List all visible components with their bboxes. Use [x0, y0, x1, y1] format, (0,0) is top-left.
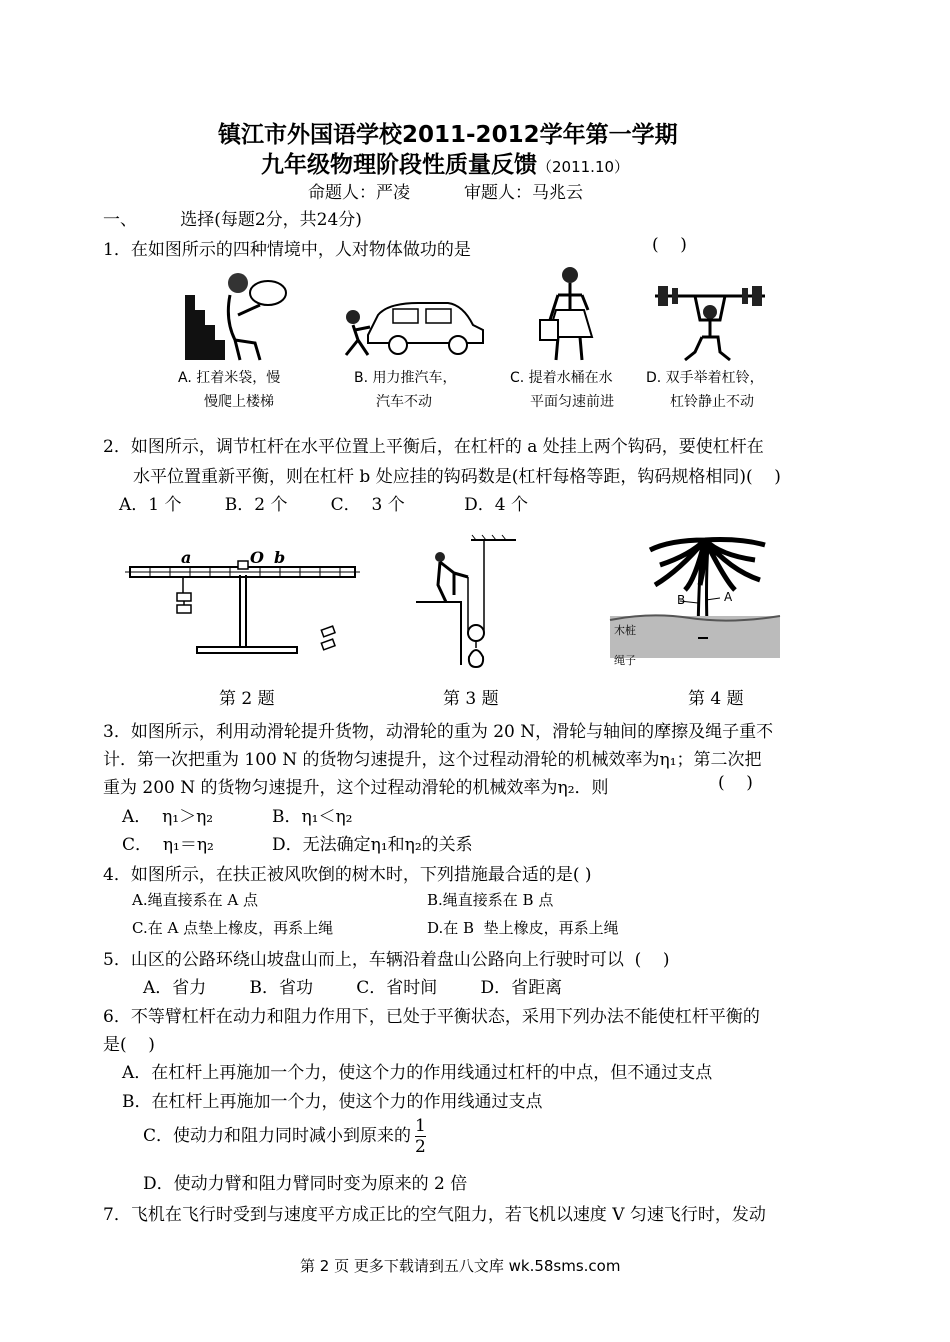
q4-option-b: B.绳直接系在 B 点	[427, 891, 554, 909]
q1-caption-a-line2: 慢爬上楼梯	[204, 394, 274, 410]
q4-option-a: A.绳直接系在 A 点	[132, 891, 258, 909]
figure-lever	[125, 545, 365, 665]
q1-figure-c-bucket	[528, 265, 608, 365]
lever-label-o: O	[250, 548, 264, 567]
q6-option-c	[143, 1116, 426, 1157]
tree-label-stake: 木桩	[614, 624, 636, 637]
subtitle-date: （2011.10）	[537, 158, 630, 176]
q1-caption-d-line1: D. 双手举着杠铃，	[646, 370, 764, 386]
q2-options: A．1 个 B．2 个 C． 3 个 D．4 个	[119, 495, 528, 515]
page-footer: 第 2 页 更多下载请到五八文库 wk.58sms.com	[300, 1257, 621, 1275]
q6-option-b: B．在杠杆上再施加一个力，使这个力的作用线通过支点	[122, 1092, 543, 1112]
q4-option-d: D.在 B 垫上橡皮，再系上绳	[427, 919, 619, 937]
figure-caption-2: 第 2 题	[219, 689, 275, 709]
tree-label-a: A	[724, 590, 733, 604]
q3-line2: 计．第一次把重为 100 N 的货物匀速提升，这个过程动滑轮的机械效率为η₁；第二次把	[103, 750, 762, 770]
q7-line1: 7．飞机在飞行时受到与速度平方成正比的空气阻力，若飞机以速度 V 匀速飞行时，发动	[103, 1205, 766, 1225]
figure-pulley	[416, 535, 516, 670]
figure-caption-4: 第 4 题	[688, 689, 744, 709]
q3-option-a: A． η₁＞η₂	[122, 807, 214, 827]
q3-answer-blank: ( )	[718, 773, 753, 793]
q1-figure-b-car	[338, 295, 488, 360]
q3-option-b: B．η₁＜η₂	[272, 807, 353, 827]
q1-caption-a-line1: A. 扛着米袋，慢	[178, 370, 281, 386]
q5-options: A．省力 B．省功 C．省时间 D．省距离	[143, 978, 563, 998]
q6-option-d: D．使动力臂和阻力臂同时变为原来的 2 倍	[143, 1174, 468, 1194]
q1-caption-b-line1: B. 用力推汽车，	[354, 370, 457, 386]
q1-stem: 1．在如图所示的四种情境中，人对物体做功的是	[103, 240, 471, 260]
q4-option-c: C.在 A 点垫上橡皮，再系上绳	[132, 919, 334, 937]
fraction-numerator: 1	[415, 1116, 426, 1136]
fraction-denominator: 2	[415, 1137, 426, 1157]
tree-label-rope: 绳子	[614, 654, 636, 667]
authors-line: 命题人：严凌 审题人：马兆云	[308, 183, 584, 203]
page-subtitle	[261, 146, 629, 179]
q1-caption-d-line2: 杠铃静止不动	[670, 394, 754, 410]
q2-line2: 水平位置重新平衡，则在杠杆 b 处应挂的钩码数是(杠杆每格等距，钩码规格相同)( )	[133, 467, 781, 487]
subtitle-text: 九年级物理阶段性质量反馈	[261, 152, 537, 178]
q6-option-a: A．在杠杆上再施加一个力，使这个力的作用线通过杠杆的中点，但不通过支点	[122, 1063, 713, 1083]
lever-label-a: a	[181, 548, 192, 567]
q4-stem: 4．如图所示，在扶正被风吹倒的树木时，下列措施最合适的是( )	[103, 865, 592, 885]
q6-line2: 是( )	[103, 1035, 155, 1055]
q3-line3: 重为 200 N 的货物匀速提升，这个过程动滑轮的机械效率为η₂．则	[103, 778, 609, 798]
q6-option-c-text: C．使动力和阻力同时减小到原来的	[143, 1126, 412, 1146]
lever-label-b: b	[274, 548, 286, 567]
q1-caption-c-line2: 平面匀速前进	[530, 394, 614, 410]
q1-caption-c-line1: C. 提着水桶在水	[510, 370, 613, 386]
q1-figure-d-barbell	[650, 282, 770, 367]
page-title: 镇江市外国语学校2011-2012学年第一学期	[218, 122, 678, 148]
q3-option-c: C． η₁＝η₂	[122, 835, 214, 855]
section-heading: 一、 选择(每题2分，共24分)	[103, 210, 362, 230]
fraction-one-half	[415, 1116, 426, 1157]
figure-caption-3: 第 3 题	[443, 689, 499, 709]
q1-figure-a-stairs	[180, 265, 300, 365]
q3-line1: 3．如图所示，利用动滑轮提升货物，动滑轮的重为 20 N，滑轮与轴间的摩擦及绳子重不	[103, 722, 774, 742]
tree-label-b: B	[677, 593, 686, 607]
q5-stem: 5．山区的公路环绕山坡盘山而上，车辆沿着盘山公路向上行驶时可以 ( )	[103, 950, 670, 970]
figure-tree	[610, 530, 780, 670]
q2-line1: 2．如图所示，调节杠杆在水平位置上平衡后，在杠杆的 a 处挂上两个钩码，要使杠杆在	[103, 437, 764, 457]
q3-option-d: D．无法确定η₁和η₂的关系	[272, 835, 473, 855]
q1-caption-b-line2: 汽车不动	[376, 394, 432, 410]
q6-line1: 6．不等臂杠杆在动力和阻力作用下，已处于平衡状态，采用下列办法不能使杠杆平衡的	[103, 1007, 760, 1027]
q1-answer-blank: ( )	[652, 235, 687, 255]
